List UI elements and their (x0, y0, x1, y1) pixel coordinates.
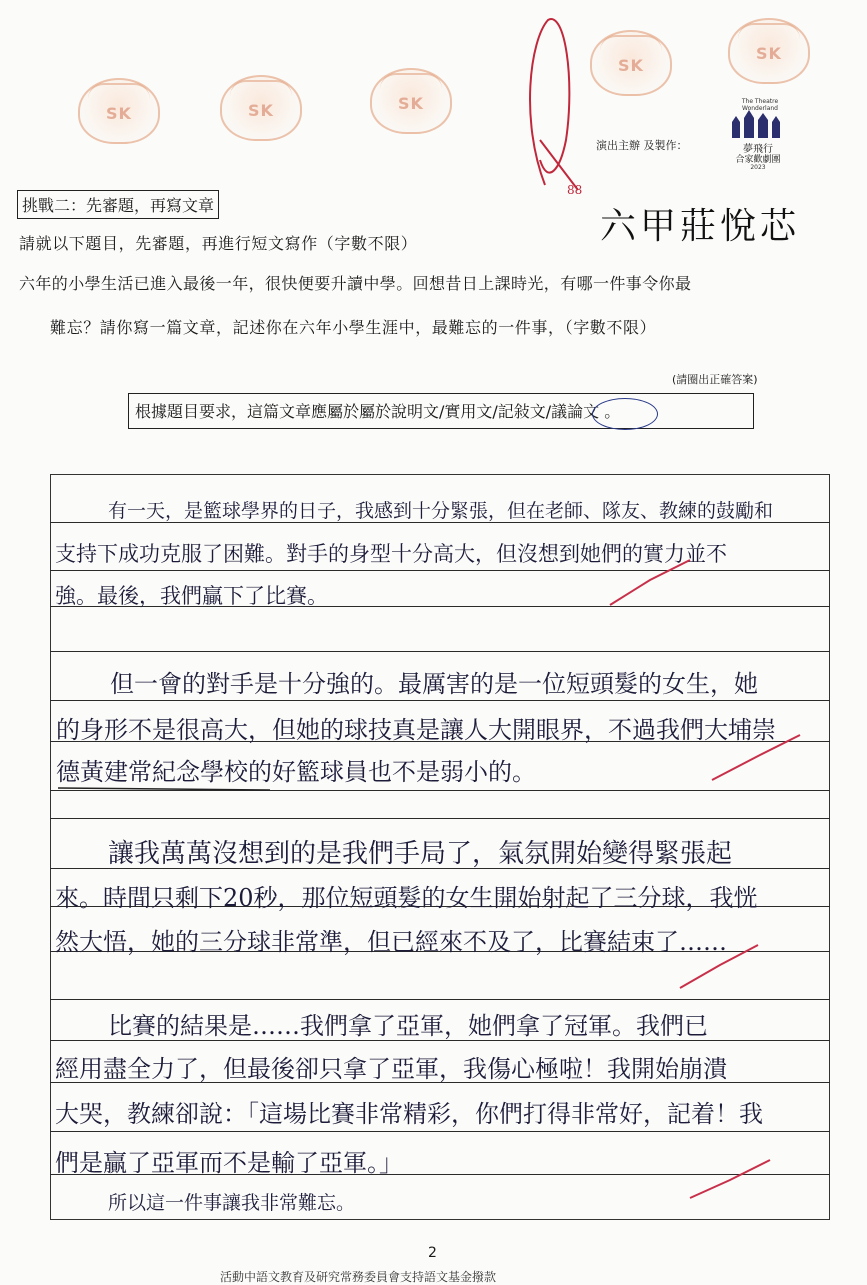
page-number: 2 (428, 1245, 437, 1261)
task-instruction: 請就以下題目，先審題，再進行短文寫作（字數不限） (19, 234, 418, 253)
presenter-label: 演出主辦 及製作： (596, 139, 688, 152)
stamp-3-text: SK (398, 94, 424, 113)
essay-line: 的身形不是很高大，但她的球技真是讓人大開眼界，不過我們大埔崇 (56, 716, 776, 744)
student-name: 六甲莊悅芯 (600, 206, 801, 247)
essay-line: 但一會的對手是十分強的。最厲害的是一位短頭髮的女生，她 (110, 670, 758, 698)
stamp-2-text: SK (248, 101, 274, 120)
logo-sub: 2023 (750, 164, 766, 171)
task-title: 挑戰二：先審題，再寫文章 (17, 190, 219, 219)
essay-line: 所以這一件事讓我非常難忘。 (108, 1192, 356, 1214)
footer-text: 活動中語文教育及研究常務委員會支持語文基金撥款 (220, 1270, 497, 1284)
score-mark: 88 (567, 183, 583, 197)
stamp-1-text: SK (106, 104, 132, 123)
check-mark-4 (690, 1160, 770, 1198)
essay-line: 們是贏了亞軍而不是輸了亞軍。」 (55, 1149, 403, 1177)
essay-line: 經用盡全力了，但最後卻只拿了亞軍，我傷心極啦！我開始崩潰 (55, 1055, 727, 1083)
essay-line: 強。最後，我們贏下了比賽。 (55, 584, 328, 608)
essay-line: 德黃建常紀念學校的好籃球員也不是弱小的。 (56, 758, 536, 786)
essay-line: 比賽的結果是……我們拿了亞軍，她們拿了冠軍。我們已 (108, 1012, 708, 1040)
circle-instruction: (請圈出正確答案) (672, 373, 758, 386)
essay-line: 大哭，教練卻說：「這場比賽非常精彩，你們打得非常好，記着！我 (55, 1100, 763, 1128)
essay-line: 然大悟，她的三分球非常準，但已經來不及了，比賽結束了…… (55, 928, 727, 956)
stamp-4-text: SK (618, 56, 644, 75)
stamp-5-text: SK (756, 44, 782, 63)
essay-line: 支持下成功克服了困難。對手的身型十分高大，但沒想到她們的實力並不 (55, 542, 727, 566)
task-prompt-line2: 難忘？請你寫一篇文章，記述你在六年小學生涯中，最難忘的一件事，（字數不限） (50, 318, 657, 337)
logo-troupe: 合家歡劇團 (735, 155, 781, 165)
essay-line: 讓我萬萬沒想到的是我們手局了，氣氛開始變得緊張起 (108, 839, 733, 869)
logo-company-en: The Theatre Wonderland (741, 98, 779, 112)
check-mark-3 (680, 945, 758, 988)
question-box: 根據題目要求，這篇文章應屬於屬於說明文/實用文/記敍文/議論文 。 (128, 393, 754, 429)
essay-line: 來。時間只剩下20秒，那位短頭髮的女生開始射起了三分球，我恍 (55, 884, 758, 912)
task-prompt-line1: 六年的小學生活已進入最後一年，很快便要升讀中學。回想昔日上課時光，有哪一件事令你最 (19, 274, 692, 293)
check-mark-2 (712, 735, 800, 780)
check-mark-1 (610, 560, 690, 605)
underline-school (58, 788, 270, 790)
essay-line: 有一天，是籃球學界的日子，我感到十分緊張，但在老師、隊友、教練的鼓勵和 (108, 500, 774, 522)
logo-company-zh: 夢飛行 (743, 144, 773, 155)
